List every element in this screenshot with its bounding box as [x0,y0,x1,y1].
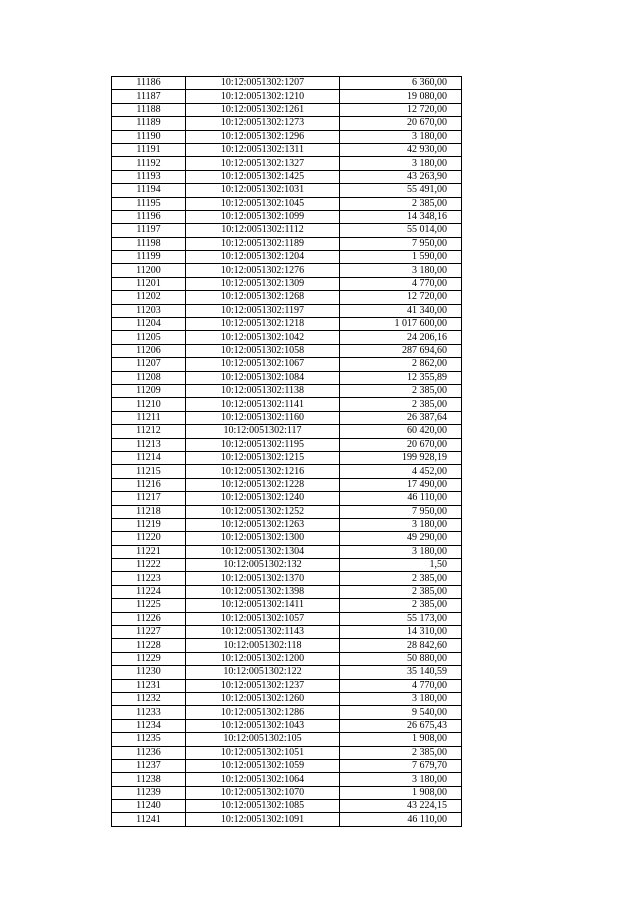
table-row [112,518,462,531]
row-number-cell: 11212 [112,425,186,438]
row-number-cell: 11226 [112,612,186,625]
amount-cell: 26 675,43 [340,719,462,732]
table-row [112,666,462,679]
amount-cell: 14 310,00 [340,626,462,639]
cadastral-number-cell: 10:12:0051302:1311 [186,143,340,156]
cadastral-number-cell: 10:12:0051302:1085 [186,800,340,813]
parcel-table-body [112,77,462,827]
cadastral-number-cell: 10:12:0051302:1042 [186,331,340,344]
amount-cell: 2 385,00 [340,585,462,598]
amount-cell: 14 348,16 [340,210,462,223]
cadastral-number-cell: 10:12:0051302:1057 [186,612,340,625]
table-row [112,384,462,397]
cadastral-number-cell: 10:12:0051302:1276 [186,264,340,277]
cadastral-number-cell: 10:12:0051302:1200 [186,652,340,665]
cadastral-number-cell: 10:12:0051302:1296 [186,130,340,143]
table-row [112,679,462,692]
row-number-cell: 11201 [112,277,186,290]
row-number-cell: 11205 [112,331,186,344]
table-row [112,813,462,826]
amount-cell: 20 670,00 [340,117,462,130]
amount-cell: 24 206,16 [340,331,462,344]
cadastral-number-cell: 10:12:0051302:1045 [186,197,340,210]
table-row [112,117,462,130]
amount-cell: 49 290,00 [340,532,462,545]
cadastral-number-cell: 10:12:0051302:1286 [186,706,340,719]
table-row [112,77,462,90]
row-number-cell: 11222 [112,559,186,572]
amount-cell: 3 180,00 [340,157,462,170]
amount-cell: 50 880,00 [340,652,462,665]
row-number-cell: 11200 [112,264,186,277]
row-number-cell: 11189 [112,117,186,130]
cadastral-number-cell: 10:12:0051302:1268 [186,291,340,304]
amount-cell: 42 930,00 [340,143,462,156]
row-number-cell: 11220 [112,532,186,545]
row-number-cell: 11202 [112,291,186,304]
row-number-cell: 11237 [112,759,186,772]
cadastral-number-cell: 10:12:0051302:1112 [186,224,340,237]
amount-cell: 46 110,00 [340,492,462,505]
amount-cell: 46 110,00 [340,813,462,826]
amount-cell: 43 263,90 [340,170,462,183]
row-number-cell: 11217 [112,492,186,505]
cadastral-number-cell: 10:12:0051302:1411 [186,599,340,612]
amount-cell: 3 180,00 [340,692,462,705]
row-number-cell: 11231 [112,679,186,692]
amount-cell: 1 017 600,00 [340,318,462,331]
cadastral-number-cell: 10:12:0051302:1070 [186,786,340,799]
row-number-cell: 11186 [112,77,186,90]
table-row [112,184,462,197]
table-row [112,451,462,464]
row-number-cell: 11228 [112,639,186,652]
cadastral-number-cell: 10:12:0051302:132 [186,559,340,572]
amount-cell: 4 770,00 [340,277,462,290]
amount-cell: 55 491,00 [340,184,462,197]
cadastral-number-cell: 10:12:0051302:1043 [186,719,340,732]
table-row [112,759,462,772]
row-number-cell: 11191 [112,143,186,156]
cadastral-number-cell: 10:12:0051302:1398 [186,585,340,598]
amount-cell: 55 014,00 [340,224,462,237]
table-row [112,733,462,746]
table-row [112,706,462,719]
parcel-table [111,76,462,827]
table-row [112,358,462,371]
cadastral-number-cell: 10:12:0051302:1067 [186,358,340,371]
row-number-cell: 11234 [112,719,186,732]
amount-cell: 1 908,00 [340,733,462,746]
row-number-cell: 11224 [112,585,186,598]
row-number-cell: 11227 [112,626,186,639]
cadastral-number-cell: 10:12:0051302:1204 [186,251,340,264]
amount-cell: 19 080,00 [340,90,462,103]
cadastral-number-cell: 10:12:0051302:1058 [186,344,340,357]
row-number-cell: 11210 [112,398,186,411]
row-number-cell: 11190 [112,130,186,143]
cadastral-number-cell: 10:12:0051302:1240 [186,492,340,505]
cadastral-number-cell: 10:12:0051302:1141 [186,398,340,411]
table-row [112,130,462,143]
cadastral-number-cell: 10:12:0051302:1099 [186,210,340,223]
amount-cell: 12 355,89 [340,371,462,384]
row-number-cell: 11198 [112,237,186,250]
row-number-cell: 11209 [112,384,186,397]
amount-cell: 43 224,15 [340,800,462,813]
table-row [112,612,462,625]
table-row [112,304,462,317]
cadastral-number-cell: 10:12:0051302:1215 [186,451,340,464]
amount-cell: 7 950,00 [340,505,462,518]
amount-cell: 4 452,00 [340,465,462,478]
row-number-cell: 11215 [112,465,186,478]
table-row [112,277,462,290]
amount-cell: 3 180,00 [340,545,462,558]
row-number-cell: 11195 [112,197,186,210]
row-number-cell: 11187 [112,90,186,103]
table-row [112,425,462,438]
row-number-cell: 11225 [112,599,186,612]
amount-cell: 2 862,00 [340,358,462,371]
cadastral-number-cell: 10:12:0051302:1091 [186,813,340,826]
table-row [112,411,462,424]
amount-cell: 7 679,70 [340,759,462,772]
cadastral-number-cell: 10:12:0051302:1327 [186,157,340,170]
amount-cell: 26 387,64 [340,411,462,424]
row-number-cell: 11229 [112,652,186,665]
row-number-cell: 11233 [112,706,186,719]
row-number-cell: 11204 [112,318,186,331]
cadastral-number-cell: 10:12:0051302:1304 [186,545,340,558]
table-row [112,197,462,210]
amount-cell: 2 385,00 [340,572,462,585]
row-number-cell: 11193 [112,170,186,183]
cadastral-number-cell: 10:12:0051302:1143 [186,626,340,639]
table-row [112,773,462,786]
row-number-cell: 11221 [112,545,186,558]
row-number-cell: 11211 [112,411,186,424]
row-number-cell: 11208 [112,371,186,384]
table-row [112,478,462,491]
table-row [112,371,462,384]
amount-cell: 3 180,00 [340,130,462,143]
row-number-cell: 11236 [112,746,186,759]
amount-cell: 20 670,00 [340,438,462,451]
cadastral-number-cell: 10:12:0051302:1273 [186,117,340,130]
cadastral-number-cell: 10:12:0051302:1252 [186,505,340,518]
row-number-cell: 11216 [112,478,186,491]
table-row [112,264,462,277]
table-row [112,291,462,304]
cadastral-number-cell: 10:12:0051302:1207 [186,77,340,90]
table-row [112,800,462,813]
table-row [112,532,462,545]
row-number-cell: 11238 [112,773,186,786]
amount-cell: 4 770,00 [340,679,462,692]
amount-cell: 3 180,00 [340,518,462,531]
table-row [112,170,462,183]
cadastral-number-cell: 10:12:0051302:1300 [186,532,340,545]
table-row [112,398,462,411]
row-number-cell: 11223 [112,572,186,585]
row-number-cell: 11194 [112,184,186,197]
table-row [112,331,462,344]
amount-cell: 2 385,00 [340,398,462,411]
row-number-cell: 11232 [112,692,186,705]
table-row [112,438,462,451]
row-number-cell: 11235 [112,733,186,746]
amount-cell: 12 720,00 [340,103,462,116]
amount-cell: 6 360,00 [340,77,462,90]
row-number-cell: 11230 [112,666,186,679]
row-number-cell: 11203 [112,304,186,317]
table-row [112,599,462,612]
row-number-cell: 11188 [112,103,186,116]
cadastral-number-cell: 10:12:0051302:1138 [186,384,340,397]
amount-cell: 3 180,00 [340,773,462,786]
cadastral-number-cell: 10:12:0051302:1031 [186,184,340,197]
amount-cell: 2 385,00 [340,746,462,759]
amount-cell: 199 928,19 [340,451,462,464]
table-row [112,692,462,705]
table-row [112,90,462,103]
row-number-cell: 11214 [112,451,186,464]
cadastral-number-cell: 10:12:0051302:1084 [186,371,340,384]
amount-cell: 17 490,00 [340,478,462,491]
cadastral-number-cell: 10:12:0051302:118 [186,639,340,652]
cadastral-number-cell: 10:12:0051302:1370 [186,572,340,585]
cadastral-number-cell: 10:12:0051302:1261 [186,103,340,116]
table-row [112,210,462,223]
amount-cell: 287 694,60 [340,344,462,357]
table-row [112,492,462,505]
amount-cell: 7 950,00 [340,237,462,250]
cadastral-number-cell: 10:12:0051302:1051 [186,746,340,759]
cadastral-number-cell: 10:12:0051302:1263 [186,518,340,531]
cadastral-number-cell: 10:12:0051302:1425 [186,170,340,183]
amount-cell: 2 385,00 [340,384,462,397]
row-number-cell: 11218 [112,505,186,518]
amount-cell: 9 540,00 [340,706,462,719]
cadastral-number-cell: 10:12:0051302:1059 [186,759,340,772]
row-number-cell: 11192 [112,157,186,170]
table-row [112,585,462,598]
cadastral-number-cell: 10:12:0051302:1160 [186,411,340,424]
amount-cell: 55 173,00 [340,612,462,625]
amount-cell: 41 340,00 [340,304,462,317]
cadastral-number-cell: 10:12:0051302:1210 [186,90,340,103]
table-row [112,224,462,237]
amount-cell: 28 842,60 [340,639,462,652]
table-row [112,103,462,116]
amount-cell: 12 720,00 [340,291,462,304]
row-number-cell: 11219 [112,518,186,531]
table-row [112,143,462,156]
row-number-cell: 11240 [112,800,186,813]
row-number-cell: 11241 [112,813,186,826]
cadastral-number-cell: 10:12:0051302:105 [186,733,340,746]
amount-cell: 60 420,00 [340,425,462,438]
row-number-cell: 11197 [112,224,186,237]
cadastral-number-cell: 10:12:0051302:1309 [186,277,340,290]
table-row [112,157,462,170]
cadastral-number-cell: 10:12:0051302:1237 [186,679,340,692]
amount-cell: 1 908,00 [340,786,462,799]
row-number-cell: 11199 [112,251,186,264]
table-row [112,344,462,357]
table-row [112,545,462,558]
cadastral-number-cell: 10:12:0051302:1064 [186,773,340,786]
table-row [112,505,462,518]
table-row [112,559,462,572]
cadastral-number-cell: 10:12:0051302:1189 [186,237,340,250]
table-row [112,639,462,652]
table-row [112,786,462,799]
table-row [112,318,462,331]
row-number-cell: 11196 [112,210,186,223]
row-number-cell: 11206 [112,344,186,357]
cadastral-number-cell: 10:12:0051302:1216 [186,465,340,478]
table-row [112,652,462,665]
table-row [112,237,462,250]
table-row [112,572,462,585]
cadastral-number-cell: 10:12:0051302:117 [186,425,340,438]
row-number-cell: 11207 [112,358,186,371]
cadastral-number-cell: 10:12:0051302:1218 [186,318,340,331]
amount-cell: 3 180,00 [340,264,462,277]
amount-cell: 35 140,59 [340,666,462,679]
row-number-cell: 11213 [112,438,186,451]
row-number-cell: 11239 [112,786,186,799]
cadastral-number-cell: 10:12:0051302:1260 [186,692,340,705]
table-row [112,719,462,732]
table-row [112,251,462,264]
amount-cell: 1,50 [340,559,462,572]
cadastral-number-cell: 10:12:0051302:1228 [186,478,340,491]
amount-cell: 2 385,00 [340,599,462,612]
amount-cell: 2 385,00 [340,197,462,210]
cadastral-number-cell: 10:12:0051302:1195 [186,438,340,451]
cadastral-number-cell: 10:12:0051302:122 [186,666,340,679]
amount-cell: 1 590,00 [340,251,462,264]
cadastral-number-cell: 10:12:0051302:1197 [186,304,340,317]
table-row [112,746,462,759]
table-row [112,465,462,478]
table-row [112,626,462,639]
